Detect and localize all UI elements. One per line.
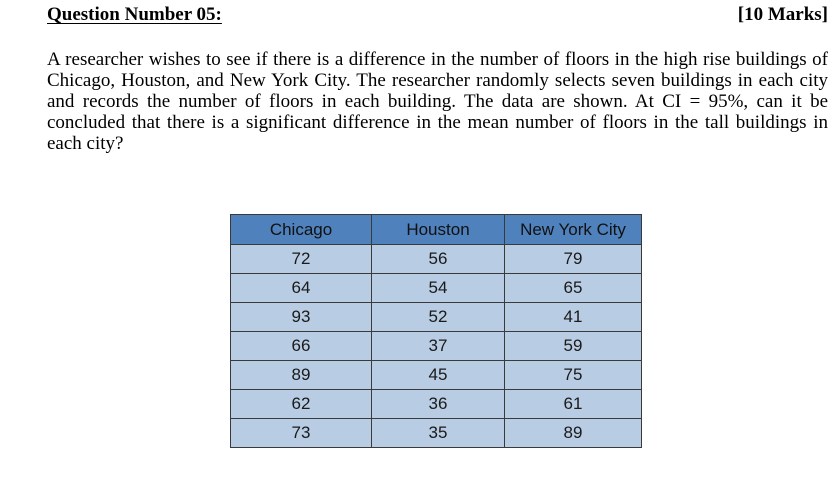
table-row xyxy=(231,419,642,448)
table-row xyxy=(231,303,642,332)
question-text: A researcher wishes to see if there is a difference in the number of floors in the high rise buildings of Chicago, Houston, and New York City. The researcher randomly selects seven buildings in each city and records the number of floors in each building. The data are shown. At CI = 95%, can it be concluded that there is a significant difference in the mean number of floors in the tall buildings in each city? xyxy=(47,49,828,154)
table-row xyxy=(231,274,642,303)
table-cell: 72 xyxy=(231,245,372,274)
floors-data-table xyxy=(230,214,642,448)
table-cell: 62 xyxy=(231,390,372,419)
table-cell: 79 xyxy=(505,245,642,274)
table-cell: 66 xyxy=(231,332,372,361)
table-cell: 35 xyxy=(372,419,505,448)
table-cell: 36 xyxy=(372,390,505,419)
question-header xyxy=(47,4,828,30)
table-cell: 52 xyxy=(372,303,505,332)
table-cell: 73 xyxy=(231,419,372,448)
table-cell: 41 xyxy=(505,303,642,332)
table-cell: 64 xyxy=(231,274,372,303)
table-cell: 56 xyxy=(372,245,505,274)
table-cell: 54 xyxy=(372,274,505,303)
table-header-row xyxy=(231,215,642,245)
table-row xyxy=(231,245,642,274)
table-cell: 89 xyxy=(231,361,372,390)
marks-label: [10 Marks] xyxy=(737,4,828,25)
table-row xyxy=(231,361,642,390)
column-header-chicago: Chicago xyxy=(231,215,372,245)
table-cell: 75 xyxy=(505,361,642,390)
question-number: Question Number 05: xyxy=(47,4,222,25)
table-cell: 59 xyxy=(505,332,642,361)
table-row xyxy=(231,390,642,419)
table-cell: 45 xyxy=(372,361,505,390)
table-row xyxy=(231,332,642,361)
table-cell: 37 xyxy=(372,332,505,361)
column-header-new-york-city: New York City xyxy=(505,215,642,245)
table-cell: 93 xyxy=(231,303,372,332)
table-cell: 65 xyxy=(505,274,642,303)
data-table-container xyxy=(230,214,642,448)
table-cell: 61 xyxy=(505,390,642,419)
table-cell: 89 xyxy=(505,419,642,448)
column-header-houston: Houston xyxy=(372,215,505,245)
